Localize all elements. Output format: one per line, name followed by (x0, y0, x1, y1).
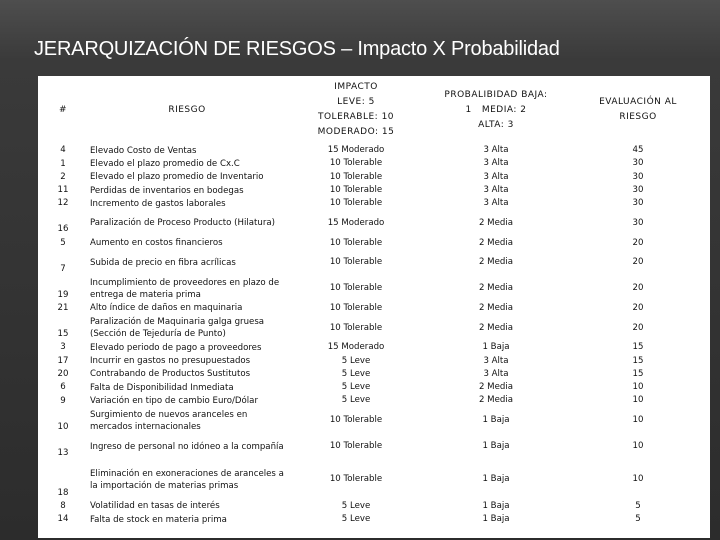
risk-description: Subida de precio en fibra acrílicas (90, 257, 236, 268)
risk-number: 4 (60, 145, 66, 156)
impact-value: 10 Tolerable (329, 283, 383, 294)
risk-description: Paralización de Proceso Producto (Hilatura) (90, 218, 275, 229)
probability-value: 1 Baja (482, 514, 510, 524)
risk-description: Elevado Costo de Ventas (90, 145, 197, 156)
impact-value: 15 Moderado (327, 342, 385, 353)
table-row (38, 171, 710, 184)
evaluation-value: 45 (632, 145, 644, 156)
header-probability-line: PROBALIBIDAD BAJA: (444, 89, 548, 100)
impact-value: 10 Tolerable (329, 415, 383, 426)
table-row (38, 513, 710, 526)
risk-description: Elevado periodo de pago a proveedores (90, 342, 262, 353)
table-row (38, 341, 710, 354)
slide-title: JERARQUIZACIÓN DE RIESGOS – Impacto X Probabilidad (34, 38, 560, 60)
impact-value: 5 Leve (341, 500, 371, 511)
header-evaluation (566, 76, 710, 144)
impact-value: 5 Leve (341, 382, 371, 393)
risk-number: 1 (60, 158, 66, 169)
evaluation-value: 20 (632, 322, 644, 333)
risk-description: Ingreso de personal no idóneo a la compañía (90, 441, 284, 452)
header-probability-line: ALTA: 3 (478, 119, 514, 130)
impact-value: 15 Moderado (327, 217, 385, 228)
risk-number: 3 (60, 342, 66, 353)
risk-description: Falta de stock en materia prima (90, 514, 227, 525)
impact-value: 15 Moderado (327, 145, 385, 156)
probability-value: 3 Alta (483, 185, 509, 196)
risk-description: Eliminación en exoneraciones de aranceles a la importación de materias primas (90, 468, 284, 491)
risk-description: Volatilidad en tasas de interés (90, 501, 220, 512)
risk-description: Paralización de Maquinaria galga gruesa (Sección de Tejeduría de Punto) (90, 317, 265, 340)
evaluation-value: 20 (632, 302, 644, 313)
risk-number: 2 (60, 171, 66, 182)
risk-description: Elevado el plazo promedio de Inventario (90, 172, 264, 183)
header-evaluation-line: RIESGO (619, 112, 657, 122)
risk-number: 20 (57, 368, 69, 379)
risk-number: 19 (57, 289, 69, 300)
table-row (38, 276, 710, 302)
risk-number: 10 (57, 421, 69, 432)
evaluation-value: 20 (632, 237, 644, 248)
probability-value: 1 Baja (482, 342, 510, 353)
header-risk: RIESGO (168, 104, 206, 115)
table-row (38, 302, 710, 315)
evaluation-value: 10 (632, 474, 644, 485)
impact-value: 5 Leve (341, 514, 371, 524)
header-impact-line: TOLERABLE: 10 (317, 112, 395, 122)
risk-number: 13 (57, 447, 69, 458)
table-row (38, 144, 710, 157)
probability-value: 2 Media (478, 217, 513, 228)
probability-value: 3 Alta (483, 198, 509, 209)
evaluation-value: 20 (632, 283, 644, 294)
probability-value: 3 Alta (483, 158, 509, 169)
risk-description: Alto índice de daños en maquinaria (90, 303, 243, 314)
probability-value: 2 Media (478, 237, 513, 248)
impact-value: 10 Tolerable (329, 257, 383, 268)
table-row (38, 184, 710, 197)
evaluation-value: 30 (632, 198, 644, 209)
risk-description: Contrabando de Productos Sustitutos (90, 369, 251, 380)
evaluation-value: 10 (632, 382, 644, 393)
header-probability (426, 76, 566, 144)
header-num: # (58, 104, 68, 115)
table-row (38, 500, 710, 513)
risk-ranking-table (38, 76, 710, 526)
impact-value: 5 Leve (341, 395, 371, 406)
table-row (38, 315, 710, 341)
impact-value: 10 Tolerable (329, 158, 383, 169)
probability-value: 3 Alta (483, 355, 509, 366)
table-row (38, 368, 710, 381)
evaluation-value: 30 (632, 171, 644, 182)
header-impact-line: MODERADO: 15 (317, 127, 395, 137)
evaluation-value: 20 (632, 257, 644, 268)
table-row (38, 210, 710, 236)
impact-value: 10 Tolerable (329, 302, 383, 313)
table-body (38, 144, 710, 526)
evaluation-value: 15 (632, 368, 644, 379)
impact-value: 10 Tolerable (329, 185, 383, 196)
probability-value: 1 Baja (482, 474, 510, 485)
risk-description: Falta de Disponibilidad Inmediata (90, 382, 234, 393)
table-row (38, 434, 710, 460)
risk-number: 5 (60, 237, 66, 248)
risk-number: 6 (60, 382, 66, 393)
evaluation-value: 15 (632, 342, 644, 353)
risk-number: 12 (57, 198, 69, 209)
table-header-row (38, 76, 710, 144)
risk-description: Variación en tipo de cambio Euro/Dólar (90, 395, 258, 406)
probability-value: 2 Media (478, 302, 513, 313)
probability-value: 3 Alta (483, 171, 509, 182)
risk-number: 9 (60, 395, 66, 406)
probability-value: 1 Baja (482, 500, 510, 511)
risk-table-container (38, 76, 710, 538)
evaluation-value: 10 (632, 395, 644, 406)
impact-value: 10 Tolerable (329, 474, 383, 485)
evaluation-value: 5 (635, 514, 641, 524)
risk-description: Incurrir en gastos no presupuestados (90, 356, 251, 367)
risk-number: 16 (57, 224, 69, 235)
header-probability-line: 1 MEDIA: 2 (465, 104, 527, 115)
impact-value: 5 Leve (341, 355, 371, 366)
probability-value: 2 Media (478, 257, 513, 268)
risk-number: 11 (57, 185, 69, 196)
impact-value: 10 Tolerable (329, 198, 383, 209)
probability-value: 2 Media (478, 395, 513, 406)
table-row (38, 460, 710, 500)
header-impact (286, 76, 426, 144)
impact-value: 10 Tolerable (329, 441, 383, 452)
risk-number: 15 (57, 329, 69, 340)
evaluation-value: 10 (632, 441, 644, 452)
impact-value: 10 Tolerable (329, 171, 383, 182)
risk-number: 18 (57, 487, 69, 498)
table-row (38, 250, 710, 276)
table-row (38, 197, 710, 210)
risk-number: 7 (60, 263, 66, 274)
risk-description: Perdidas de inventarios en bodegas (90, 185, 244, 196)
header-impact-line: LEVE: 5 (337, 97, 375, 107)
risk-number: 8 (60, 500, 66, 511)
table-row (38, 236, 710, 249)
evaluation-value: 30 (632, 185, 644, 196)
evaluation-value: 5 (635, 500, 641, 511)
evaluation-value: 15 (632, 355, 644, 366)
header-evaluation-line: EVALUACIÓN AL (599, 97, 677, 107)
table-row (38, 394, 710, 407)
evaluation-value: 30 (632, 217, 644, 228)
table-row (38, 408, 710, 434)
probability-value: 1 Baja (482, 415, 510, 426)
table-row (38, 157, 710, 170)
risk-description: Incumplimiento de proveedores en plazo de entrega de materia prima (90, 277, 280, 300)
probability-value: 2 Media (478, 322, 513, 333)
probability-value: 3 Alta (483, 368, 509, 379)
impact-value: 10 Tolerable (329, 237, 383, 248)
table-row (38, 381, 710, 394)
risk-number: 17 (57, 355, 69, 366)
probability-value: 1 Baja (482, 441, 510, 452)
risk-number: 14 (57, 514, 69, 525)
risk-description: Aumento en costos financieros (90, 238, 223, 249)
evaluation-value: 30 (632, 158, 644, 169)
header-impact-line: IMPACTO (334, 82, 378, 92)
impact-value: 5 Leve (341, 368, 371, 379)
risk-number: 21 (57, 303, 69, 314)
impact-value: 10 Tolerable (329, 322, 383, 333)
risk-description: Incremento de gastos laborales (90, 198, 226, 209)
probability-value: 2 Media (478, 382, 513, 393)
probability-value: 2 Media (478, 283, 513, 294)
risk-description: Elevado el plazo promedio de Cx.C (90, 158, 240, 169)
probability-value: 3 Alta (483, 145, 509, 156)
evaluation-value: 10 (632, 415, 644, 426)
risk-description: Surgimiento de nuevos aranceles en mercados internacionales (90, 409, 248, 432)
table-row (38, 354, 710, 367)
